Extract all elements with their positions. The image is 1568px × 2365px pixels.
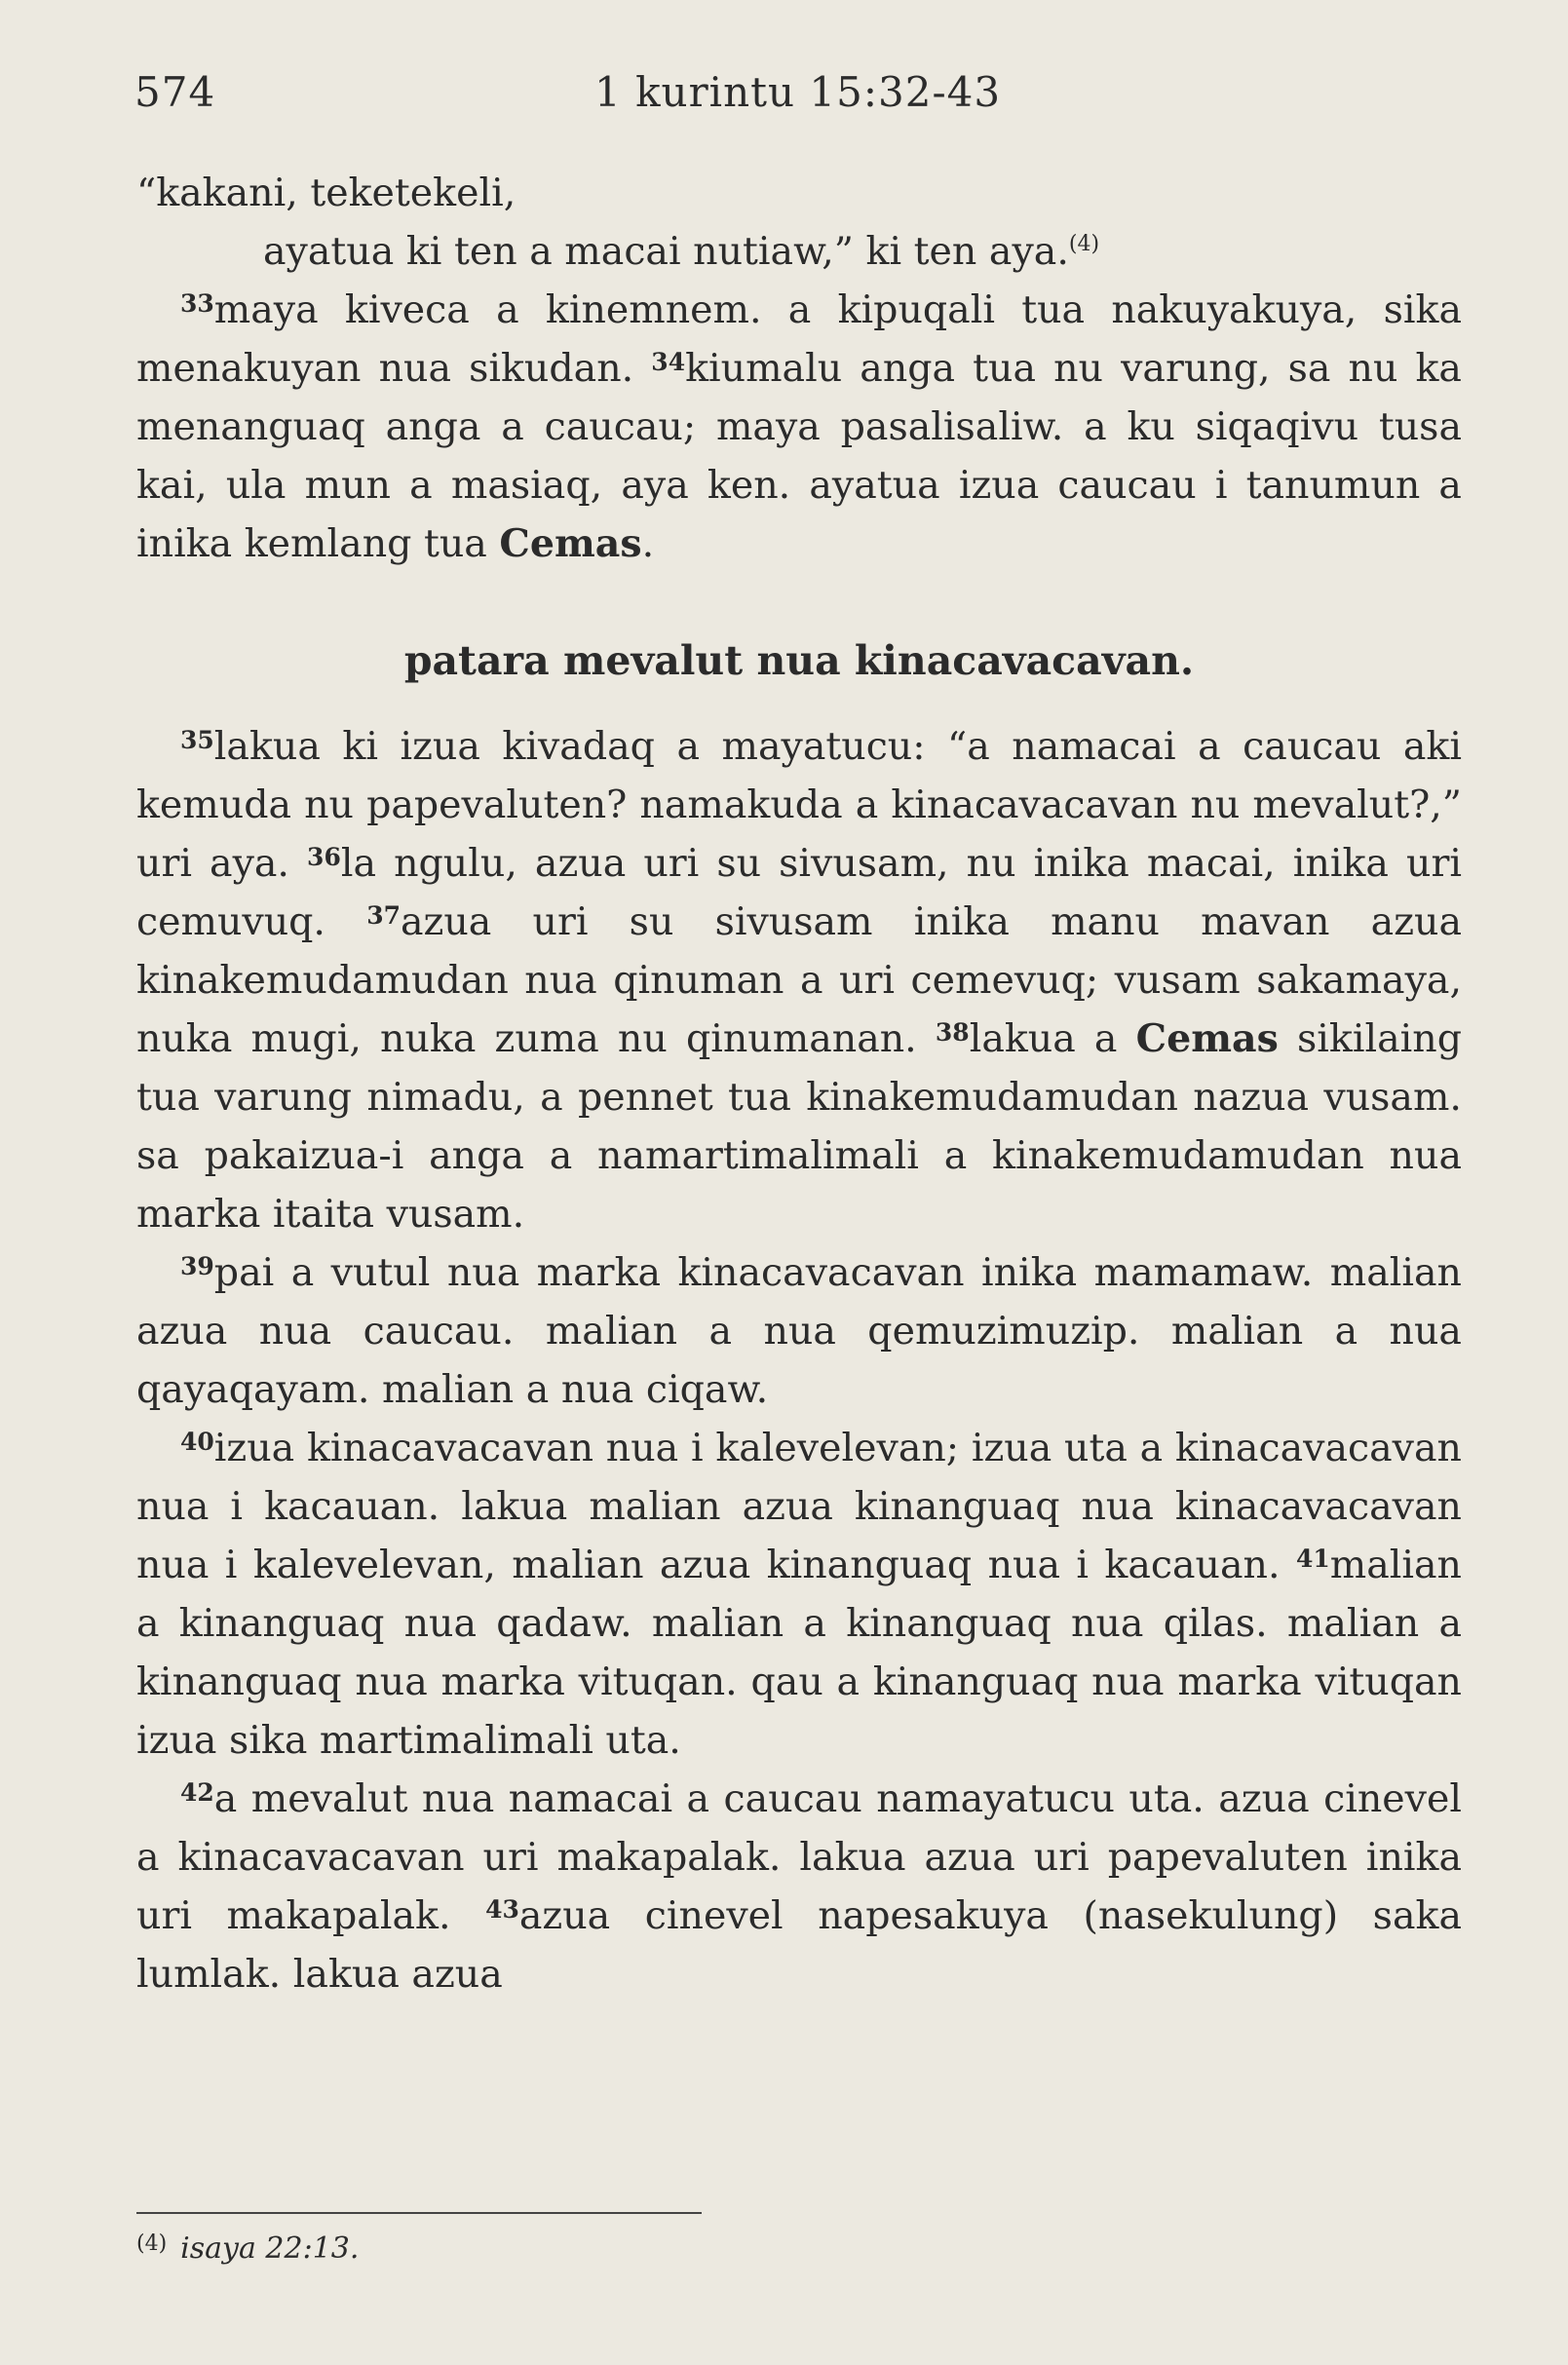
page-number: 574 [134, 68, 216, 116]
verse-number: 42 [180, 1778, 214, 1807]
verse-number: 37 [366, 901, 401, 930]
verse-number: 41 [1295, 1545, 1330, 1573]
paragraph-35: $^{35}$lakua ki izua kivadaq a mayatucu: “a namacai a caucau aki kemuda nu papevaluten? namakuda a kinacavacavan nu mevalut?,” uri aya. $^{36}$la ngulu, azua uri su sivusam, nu inika macai, inika uri cemuvuq. $^{37}$azua uri su sivusam inika manu mavan azua kinakemudamudan nua qinuman a uri cemevuq; vusam sakamaya, nuka mugi, nuka zuma nu qinumanan. $^{38}$lakua a Cemas sikilaing tua varung nimadu, a pennet tua kinakemudamudan nazua vusam. sa pakaizua-i anga a namartimalimali a kinakemudamudan nua marka itaita vusam. [136, 724, 1463, 1237]
bold-term: Cemas [1135, 1016, 1279, 1061]
verse-number: 33 [180, 289, 214, 318]
verse-number: 36 [307, 843, 341, 871]
quote-line-1: “kakani, teketekeli, [136, 171, 516, 215]
verse-number: 34 [651, 348, 686, 376]
running-head: 1 kurintu 15:32-43 [594, 68, 1002, 116]
footnote-ref: (4) [1068, 232, 1100, 256]
paragraph-42: $^{42}$a mevalut nua namacai a caucau namayatucu uta. azua cinevel a kinacavacavan uri makapalak. lakua azua uri papevaluten inika uri makapalak. $^{43}$azua cinevel napesakuya (nasekulung) saka lumlak. lakua azua [136, 1776, 1462, 1997]
footnote-text: isaya 22:13. [180, 2231, 360, 2266]
paragraph-40: $^{40}$izua kinacavacavan nua i kalevelevan; izua uta a kinacavacavan nua i kacauan. lakua malian azua kinanguaq nua kinacavacavan nua i kalevelevan, malian azua kinanguaq nua i kacauan. $^{41}$malian a kinanguaq nua qadaw. malian a kinanguaq nua qilas. malian a kinanguaq nua marka vituqan. qau a kinanguaq nua marka vituqan izua sika martimalimali uta. [136, 1426, 1462, 1763]
verse-number: 40 [180, 1428, 214, 1456]
paragraph-33: $^{33}$maya kiveca a kinemnem. a kipuqali tua nakuyakuya, sika menakuyan nua sikudan. $^{34}$kiumalu anga tua nu varung, sa nu ka menanguaq anga a caucau; maya pasalisaliw. a ku siqaqivu tusa kai, ula mun a masiaq, aya ken. ayatua izua caucau i tanumun a inika kemlang tua Cemas. [136, 287, 1462, 566]
footnote-mark: (4) [136, 2231, 168, 2256]
section-heading: patara mevalut nua kinacavacavan. [403, 637, 1195, 684]
verse-number: 35 [180, 726, 214, 754]
paragraph-39: $^{39}$pai a vutul nua marka kinacavacavan inika mamamaw. malian azua nua caucau. malian a nua qemuzimuzip. malian a nua qayaqayam. malian a nua ciqaw. [136, 1250, 1462, 1412]
bold-term: Cemas [499, 521, 642, 566]
verse-number: 38 [935, 1018, 970, 1047]
body-text [136, 164, 1462, 2003]
quote-line-2: ayatua ki ten a macai nutiaw,” ki ten aya.$^{(4)}$ [263, 229, 1100, 274]
verse-number: 43 [485, 1895, 519, 1924]
footnote-divider [136, 2212, 702, 2214]
footnote [136, 2231, 359, 2266]
verse-number: 39 [180, 1252, 214, 1280]
